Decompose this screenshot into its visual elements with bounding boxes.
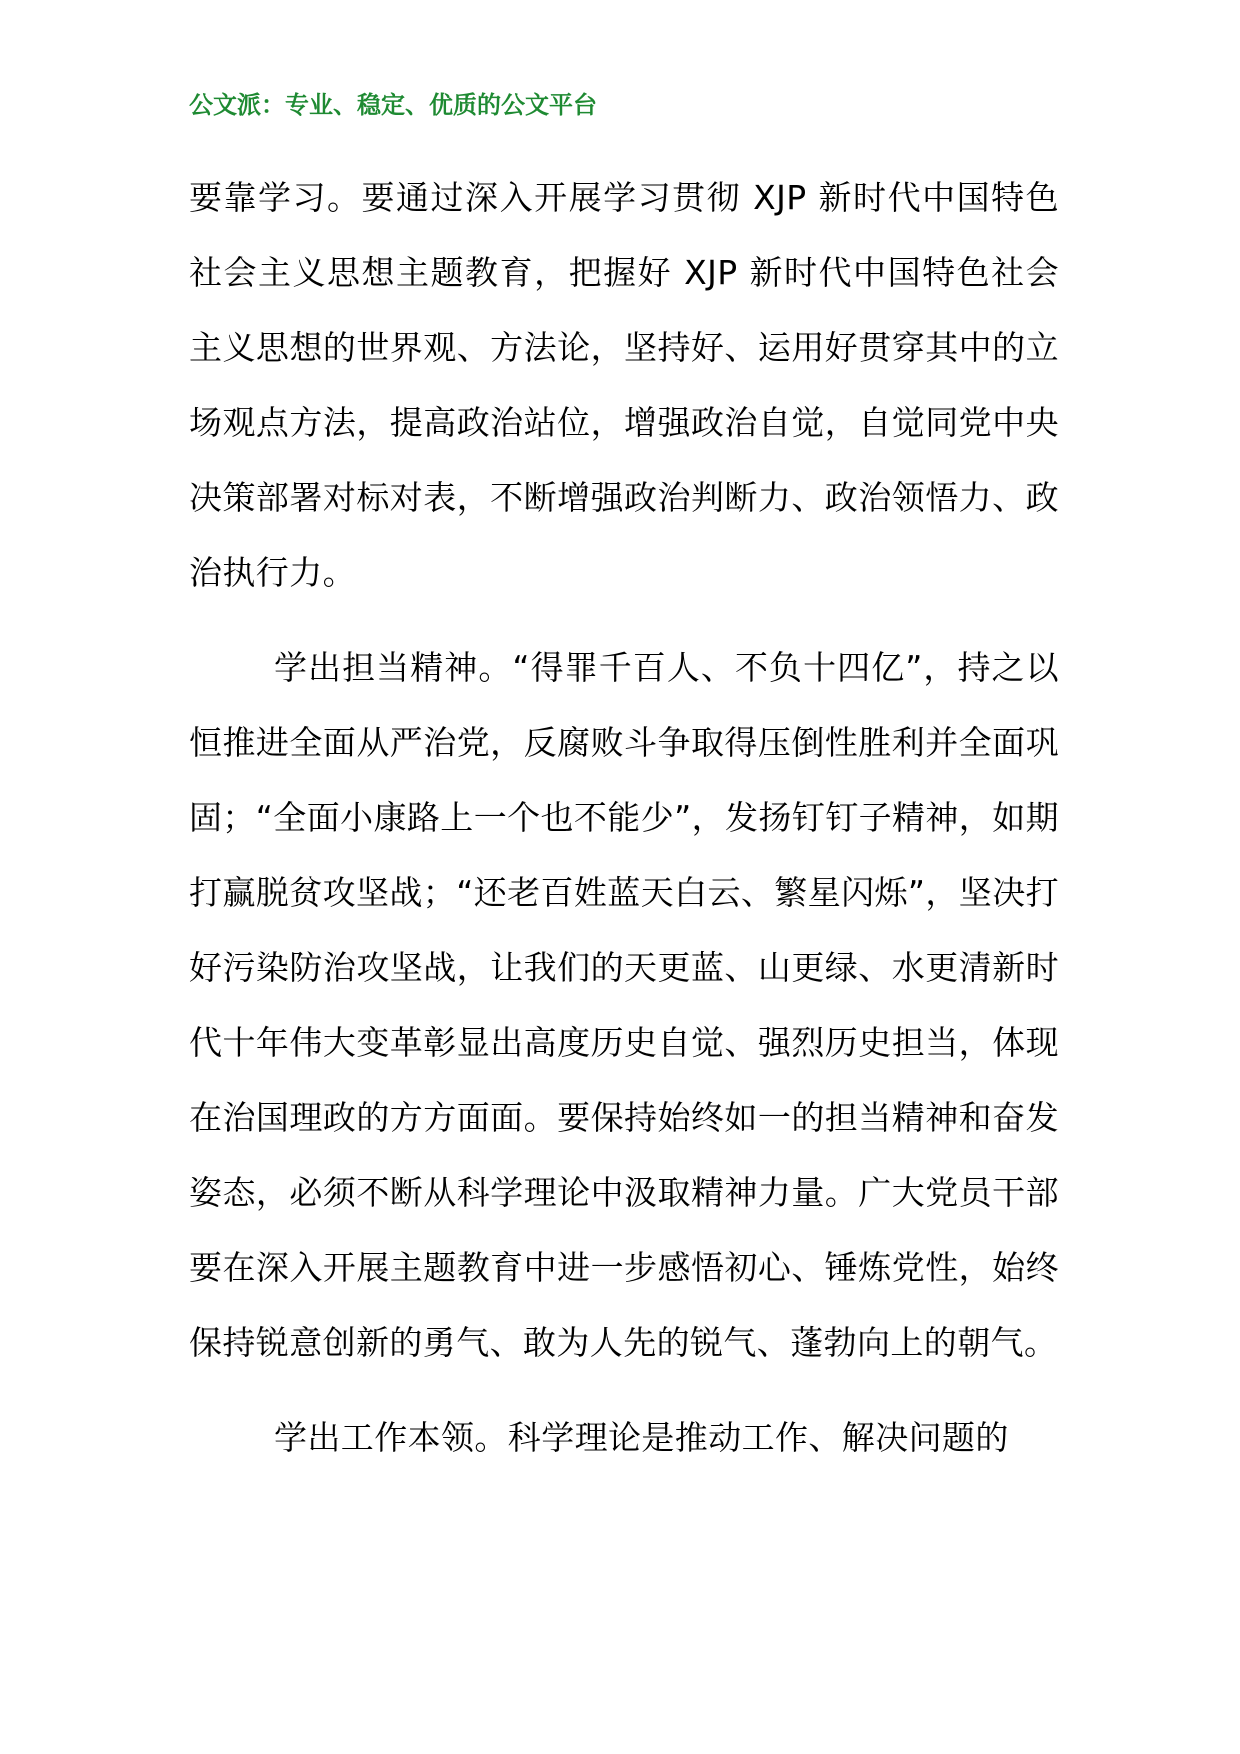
page-header: 公文派：专业、稳定、优质的公文平台 — [189, 91, 597, 119]
document-body — [189, 160, 1059, 1495]
paragraph-responsibility-spirit: 学出担当精神。“得罪千百人、不负十四亿”，持之以恒推进全面从严治党，反腐败斗争取得压倒性胜利并全面巩固；“全面小康路上一个也不能少”，发扬钉钉子精神，如期打赢脱贫攻坚战；“还老百姓蓝天白云、繁星闪烁”，坚决打好污染防治攻坚战，让我们的天更蓝、山更绿、水更清新时代十年伟大变革彰显出高度历史自觉、强烈历史担当，体现在治国理政的方方面面。要保持始终如一的担当精神和奋发姿态，必须不断从科学理论中汲取精神力量。广大党员干部要在深入开展主题教育中进一步感悟初心、锤炼党性，始终保持锐意创新的勇气、敢为人先的锐气、蓬勃向上的朝气。 — [189, 648, 1059, 1362]
paragraph-work-skills: 学出工作本领。科学理论是推动工作、解决问题的 — [274, 1418, 1009, 1457]
paragraph-continuation: 要靠学习。要通过深入开展学习贯彻 XJP 新时代中国特色社会主义思想主题教育，把握好 XJP 新时代中国特色社会主义思想的世界观、方法论，坚持好、运用好贯穿其中的立场观点方法，提高政治站位，增强政治自觉，自觉同党中央决策部署对标对表，不断增强政治判断力、政治领悟力、政治执行力。 — [189, 178, 1059, 592]
